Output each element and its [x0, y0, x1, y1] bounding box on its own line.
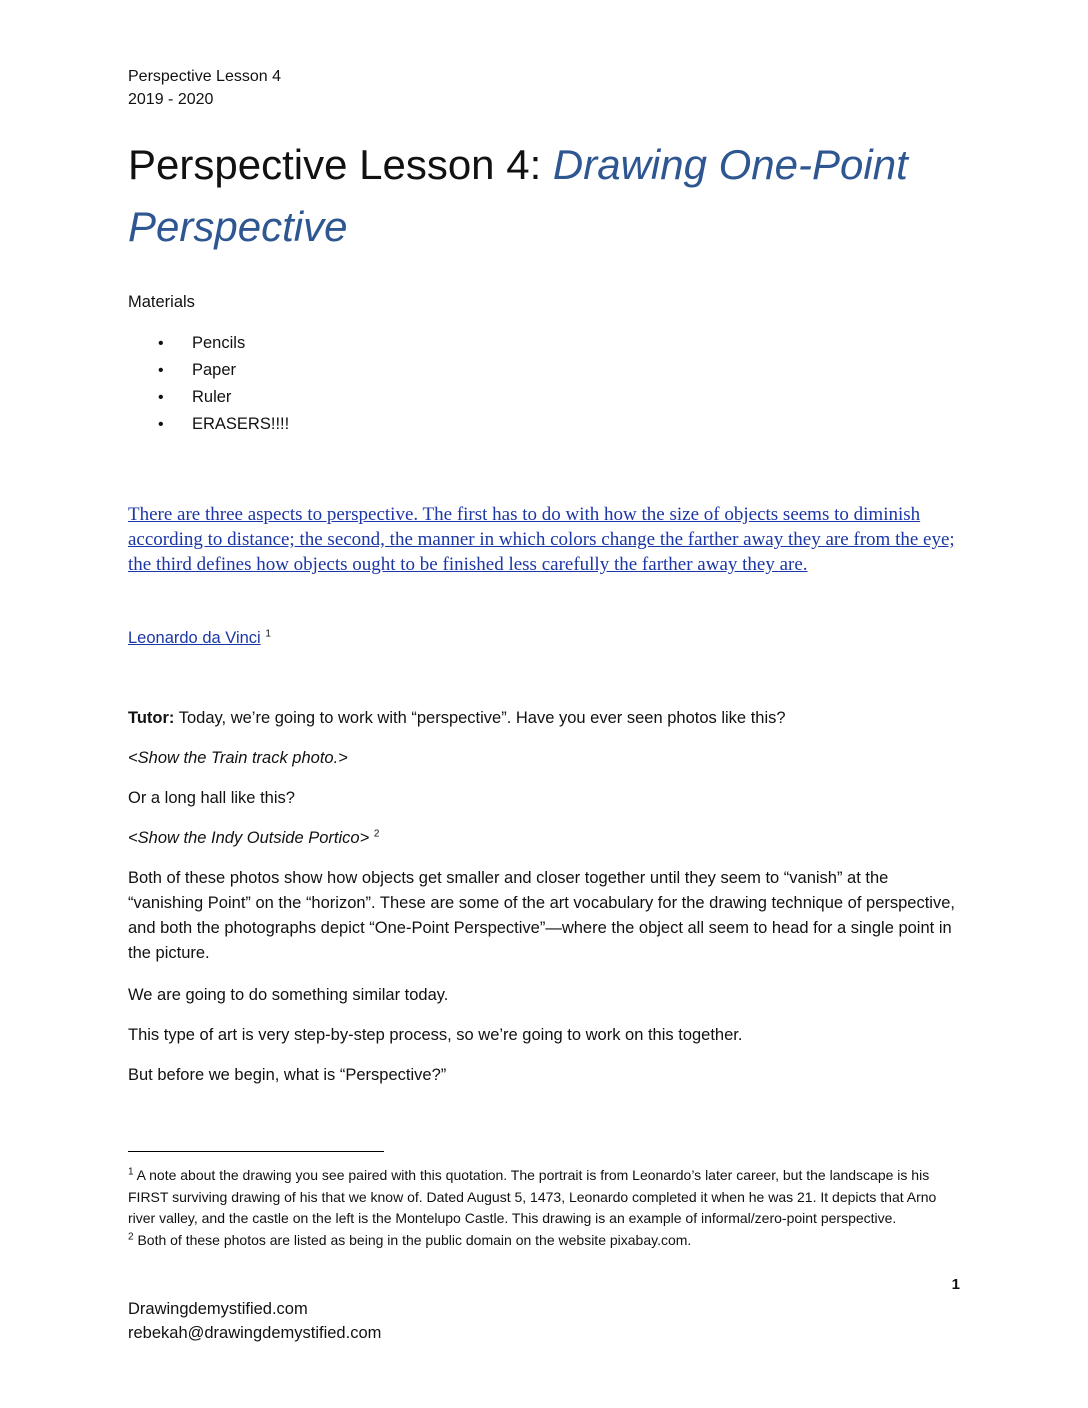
show-train-instruction: <Show the Train track photo.>: [128, 749, 348, 767]
title-plain: Perspective Lesson 4:: [128, 141, 553, 188]
footnote-text: Both of these photos are listed as being in the public domain on the website pixabay.com.: [133, 1231, 692, 1248]
list-item: [158, 357, 289, 384]
footnote-1: [128, 1165, 958, 1230]
footnote-number: 1: [128, 1166, 134, 1178]
show-indy-instruction: <Show the Indy Outside Portico>: [128, 829, 370, 847]
similar-paragraph: We are going to do something similar today.: [128, 986, 449, 1004]
material-label: Pencils: [192, 334, 246, 352]
footnote-text: A note about the drawing you see paired with this quotation. The portrait is from Leonardo’s later career, but the landscape is his FIRST surviving drawing of his that we know of. Dated August 5, 1473, Leonardo completed it when he was 21. It depicts that Arno river valley, and the castle on the left is the Montelupo Castle. This drawing is an example of informal/zero-point perspective.: [128, 1167, 937, 1226]
footnote-ref: 1: [265, 628, 271, 640]
header-year: 2019 - 2020: [128, 91, 214, 108]
material-label: Paper: [192, 361, 237, 379]
tutor-line: [128, 706, 958, 731]
question-paragraph: But before we begin, what is “Perspective?”: [128, 1066, 447, 1084]
header-lesson: Perspective Lesson 4: [128, 68, 281, 85]
tutor-text: Today, we’re going to work with “perspective”. Have you ever seen photos like this?: [174, 709, 786, 727]
photos-paragraph: Both of these photos show how objects get smaller and closer together until they seem to “vanish” at the “vanishing Point” on the “horizon”. These are some of the art vocabulary for the drawing technique of perspective, and both the photographs depict “One-Point Perspective”—where the object all seem to head for a single point in the picture.: [128, 869, 955, 962]
material-label: ERASERS!!!!: [192, 415, 290, 433]
bullet-icon: •: [158, 389, 164, 406]
footnote-divider: [128, 1151, 384, 1152]
long-hall-line: Or a long hall like this?: [128, 789, 295, 807]
list-item: [158, 330, 289, 357]
footnote-ref: 2: [373, 828, 380, 840]
footnotes: [128, 1165, 958, 1251]
footnote-number: 2: [128, 1230, 134, 1242]
materials-heading: Materials: [128, 293, 195, 311]
materials-list: [158, 330, 289, 438]
footer-site: Drawingdemystified.com: [128, 1300, 308, 1318]
author-link[interactable]: Leonardo da Vinci: [128, 629, 261, 647]
steps-paragraph: This type of art is very step-by-step process, so we’re going to work on this together.: [128, 1026, 743, 1044]
bullet-icon: •: [158, 362, 164, 379]
page-number: 1: [951, 1276, 960, 1293]
title-accent: Drawing One-Point Perspective: [128, 141, 908, 250]
list-item: [158, 384, 289, 411]
bullet-icon: •: [158, 335, 164, 352]
page-footer: [128, 1297, 381, 1345]
quote-link[interactable]: There are three aspects to perspective. The first has to do with how the size of objects seems to diminish according to distance; the second, the manner in which colors change the farther away they are from the eye; the third defines how objects ought to be finished less carefully the farther away they are.: [128, 504, 955, 575]
page-title: [128, 134, 968, 258]
show-indy-line: [128, 826, 958, 851]
footer-email: rebekah@drawingdemystified.com: [128, 1324, 382, 1342]
list-item: [158, 411, 289, 438]
tutor-label: Tutor:: [128, 709, 175, 727]
quote-attribution: [128, 626, 958, 651]
material-label: Ruler: [192, 388, 232, 406]
bullet-icon: •: [158, 416, 164, 433]
footnote-2: [128, 1230, 958, 1252]
